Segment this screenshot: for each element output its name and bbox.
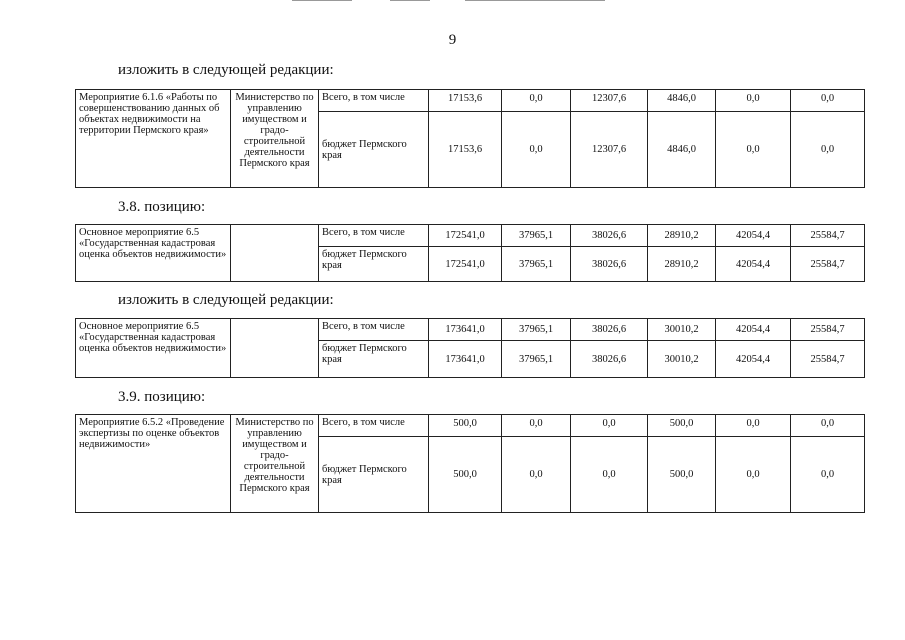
- value-cell: 0,0: [716, 437, 791, 513]
- value-cell: 0,0: [571, 415, 648, 437]
- value-cell: 30010,2: [648, 341, 716, 378]
- value-cell: 28910,2: [648, 225, 716, 247]
- value-cell: 0,0: [502, 415, 571, 437]
- value-cell: 42054,4: [716, 225, 791, 247]
- activity-name-cell: Основное мероприятие 6.5 «Государственная кадастровая оценка объектов недвижимости»: [76, 319, 231, 378]
- value-cell: 0,0: [571, 437, 648, 513]
- value-cell: 4846,0: [648, 112, 716, 188]
- value-cell: 17153,6: [429, 90, 502, 112]
- funding-source-cell: Всего, в том числе: [319, 90, 429, 112]
- activity-name-cell: Основное мероприятие 6.5 «Государственная кадастровая оценка объектов недвижимости»: [76, 225, 231, 282]
- value-cell: 38026,6: [571, 225, 648, 247]
- value-cell: 25584,7: [791, 225, 865, 247]
- table-row: [76, 90, 865, 112]
- funding-source-cell: бюджет Пермского края: [319, 437, 429, 513]
- value-cell: 37965,1: [502, 225, 571, 247]
- activity-name-cell: Мероприятие 6.5.2 «Проведение экспертизы по оценке объектов недвижимости»: [76, 415, 231, 513]
- value-cell: 17153,6: [429, 112, 502, 188]
- value-cell: 42054,4: [716, 319, 791, 341]
- value-cell: 42054,4: [716, 341, 791, 378]
- value-cell: 37965,1: [502, 247, 571, 282]
- budget-table-3: [75, 318, 865, 378]
- value-cell: 0,0: [791, 90, 865, 112]
- activity-name-cell: Мероприятие 6.1.6 «Работы по совершенствованию данных об объектах недвижимости на территории Пермского края»: [76, 90, 231, 188]
- value-cell: 500,0: [648, 437, 716, 513]
- funding-source-cell: Всего, в том числе: [319, 225, 429, 247]
- budget-table-4: [75, 414, 865, 513]
- executor-cell: [231, 225, 319, 282]
- value-cell: 38026,6: [571, 341, 648, 378]
- value-cell: 37965,1: [502, 341, 571, 378]
- value-cell: 25584,7: [791, 341, 865, 378]
- executor-cell: [231, 319, 319, 378]
- value-cell: 172541,0: [429, 247, 502, 282]
- value-cell: 42054,4: [716, 247, 791, 282]
- funding-source-cell: Всего, в том числе: [319, 415, 429, 437]
- value-cell: 12307,6: [571, 112, 648, 188]
- page-number: 9: [448, 32, 457, 48]
- table-row: [76, 319, 865, 341]
- executor-cell: Министерство по управлению имуществом и градо-строительной деятельности Пермского края: [231, 415, 319, 513]
- heading-edit-2: изложить в следующей редакции:: [118, 292, 334, 308]
- scan-edge-mark: [465, 0, 605, 1]
- value-cell: 173641,0: [429, 319, 502, 341]
- heading-position-3-9: 3.9. позицию:: [118, 389, 206, 405]
- value-cell: 173641,0: [429, 341, 502, 378]
- budget-table-2: [75, 224, 865, 282]
- value-cell: 0,0: [791, 112, 865, 188]
- funding-source-cell: бюджет Пермского края: [319, 112, 429, 188]
- scan-edge-mark: [292, 0, 352, 1]
- value-cell: 0,0: [716, 112, 791, 188]
- value-cell: 500,0: [648, 415, 716, 437]
- table-row: [76, 415, 865, 437]
- value-cell: 25584,7: [791, 247, 865, 282]
- value-cell: 0,0: [716, 90, 791, 112]
- value-cell: 0,0: [502, 90, 571, 112]
- scan-edge-mark: [390, 0, 430, 1]
- value-cell: 12307,6: [571, 90, 648, 112]
- value-cell: 30010,2: [648, 319, 716, 341]
- budget-table-1: [75, 89, 865, 188]
- funding-source-cell: Всего, в том числе: [319, 319, 429, 341]
- value-cell: 500,0: [429, 437, 502, 513]
- funding-source-cell: бюджет Пермского края: [319, 341, 429, 378]
- value-cell: 500,0: [429, 415, 502, 437]
- value-cell: 4846,0: [648, 90, 716, 112]
- value-cell: 0,0: [791, 437, 865, 513]
- value-cell: 0,0: [716, 415, 791, 437]
- value-cell: 25584,7: [791, 319, 865, 341]
- value-cell: 38026,6: [571, 247, 648, 282]
- heading-edit-1: изложить в следующей редакции:: [118, 62, 334, 78]
- value-cell: 172541,0: [429, 225, 502, 247]
- value-cell: 0,0: [502, 112, 571, 188]
- heading-position-3-8: 3.8. позицию:: [118, 199, 206, 215]
- value-cell: 0,0: [502, 437, 571, 513]
- value-cell: 38026,6: [571, 319, 648, 341]
- value-cell: 28910,2: [648, 247, 716, 282]
- executor-cell: Министерство по управлению имуществом и градо-строительной деятельности Пермского края: [231, 90, 319, 188]
- funding-source-cell: бюджет Пермского края: [319, 247, 429, 282]
- value-cell: 0,0: [791, 415, 865, 437]
- value-cell: 37965,1: [502, 319, 571, 341]
- table-row: [76, 225, 865, 247]
